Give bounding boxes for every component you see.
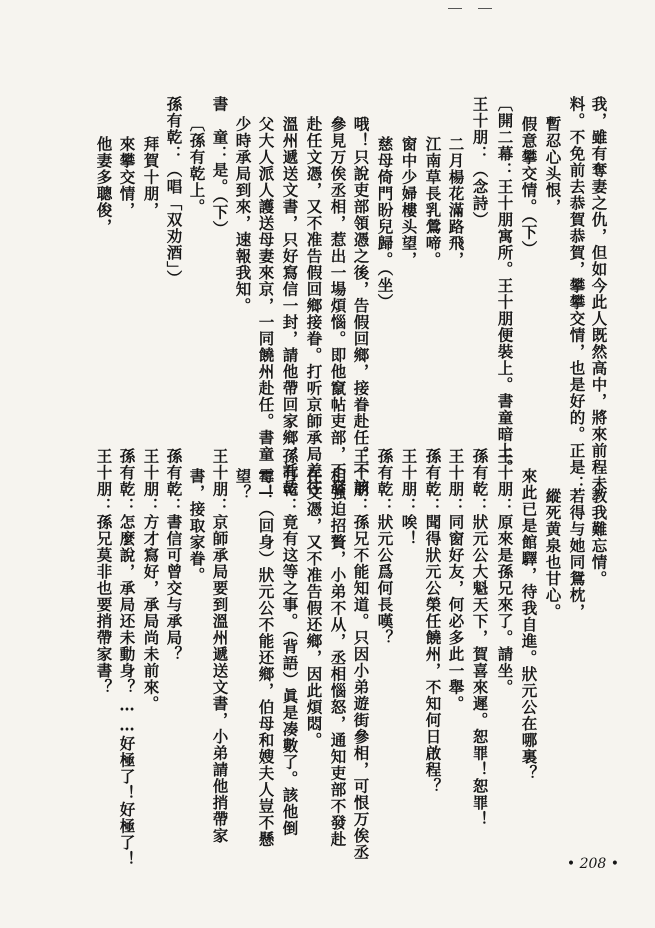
speaker-line: 王十朋：方才寫好，承局尚未前來。	[141, 448, 161, 712]
text-column: 霉！（回身）狀元公不能还鄉，伯母和嫂夫人豈不懸	[256, 468, 276, 848]
speaker-line: 王十朋：京師承局要到溫州遞送文書，小弟請他捎帶家	[210, 448, 230, 844]
text-column: 我，雖有奪妻之仇，但如今此人既然高中，將來前程未	[589, 96, 609, 492]
text-column: 書，接取家眷。	[187, 468, 207, 584]
verse-line: 若得与她同鴛枕，	[567, 488, 587, 620]
speaker-line: 王十朋：同窗好友，何必多此一舉。	[446, 448, 466, 712]
speaker-line: 孫有乾：狀元公大魁天下，賀喜來遲。恕罪！恕罪！	[470, 448, 490, 828]
text-column: 料。不免前去恭賀恭賀，攀攀交情，也是好的。正是：	[567, 96, 587, 492]
verse-line: 來攀交情，	[117, 136, 137, 219]
verse-line: 縱死黄泉也甘心。	[543, 488, 563, 620]
verse-line: 拜賀十朋，	[141, 136, 161, 219]
speaker-line: 孫有乾：聞得狀元公榮任饒州，不知何日啟程？	[423, 448, 443, 795]
speaker-line: 書 童：是。（下）	[210, 96, 230, 237]
speaker-line: 孫有乾：（唱「双劝酒」）	[164, 96, 184, 287]
speaker-line: 王十朋：孫兄不能知道。只因小弟遊街參相，可恨万俟丞	[351, 448, 371, 861]
text-column: 相強迫招贅，小弟不从，丞相惱怒，通知吏部不發赴	[328, 468, 348, 848]
text-column: 溫州遞送文書，只好寫信一封，請他帶回家鄉，託岳	[280, 116, 300, 496]
text-column: 哦！只說吏部領憑之後，告假回鄉，接眷赴任。不該	[351, 116, 371, 496]
text-column: 暫忍心头恨，	[543, 116, 563, 215]
text-column: 來此已是館驛，待我自進。狀元公在哪裏？	[519, 468, 539, 782]
text-column: 望？	[233, 468, 253, 501]
text-column: 假意攀交情。（下）	[519, 116, 539, 257]
speaker-line: 孫有乾：狀元公爲何長嘆？	[375, 448, 395, 646]
verse-line: 窗中少婦樓头望，	[399, 136, 419, 268]
text-column: 參見万俟丞相，惹出一場煩惱。即他竄帖吏部，不發	[328, 116, 348, 496]
verse-line: 江南草長乳鶯啼。	[423, 136, 443, 268]
speaker-line: 孫有乾：竟有这等之事。（背語）眞是凑數了。該他倒	[280, 448, 300, 837]
stage-direction: 〔孫有乾上。	[187, 116, 207, 215]
speaker-line: 王十朋：（念詩）	[470, 96, 490, 228]
text-column: 父大人派人護送母妻來京，一同饒州赴任。書童——	[256, 116, 276, 503]
page-mark	[448, 8, 462, 9]
speaker-line: 王十朋：原來是孫兄來了。請坐。	[495, 448, 515, 696]
speaker-line: 孫有乾：怎麼說，承局还未動身？……好極了！好極了！	[117, 448, 137, 868]
speaker-line: 孫有乾：書信可曾交与承局？	[164, 448, 184, 663]
page-mark	[478, 8, 492, 9]
stage-direction: 〔開二幕：王十朋寓所。王十朋便裝上。書童暗上。	[495, 96, 515, 476]
verse-line: 他妻多聰俊，	[94, 136, 114, 235]
speaker-line: 王十朋：孫兄莫非也要捎帶家書？	[94, 448, 114, 696]
verse-line: 教我難忘情。	[589, 488, 609, 587]
speaker-line: 王十朋：唉！	[399, 448, 419, 547]
text-column: 任文憑，又不准告假还鄉，因此煩悶。	[304, 468, 324, 749]
text-column: 赴任文憑，又不准告假回鄉接眷。打听京師承局差往	[304, 116, 324, 496]
verse-line: 慈母倚門盼兒歸。（坐）	[375, 136, 395, 310]
verse-line: 二月楊花滿路飛，	[446, 136, 466, 268]
text-column: 少時承局到來，速報我知。	[233, 116, 253, 314]
page-number: • 208 •	[566, 856, 619, 872]
